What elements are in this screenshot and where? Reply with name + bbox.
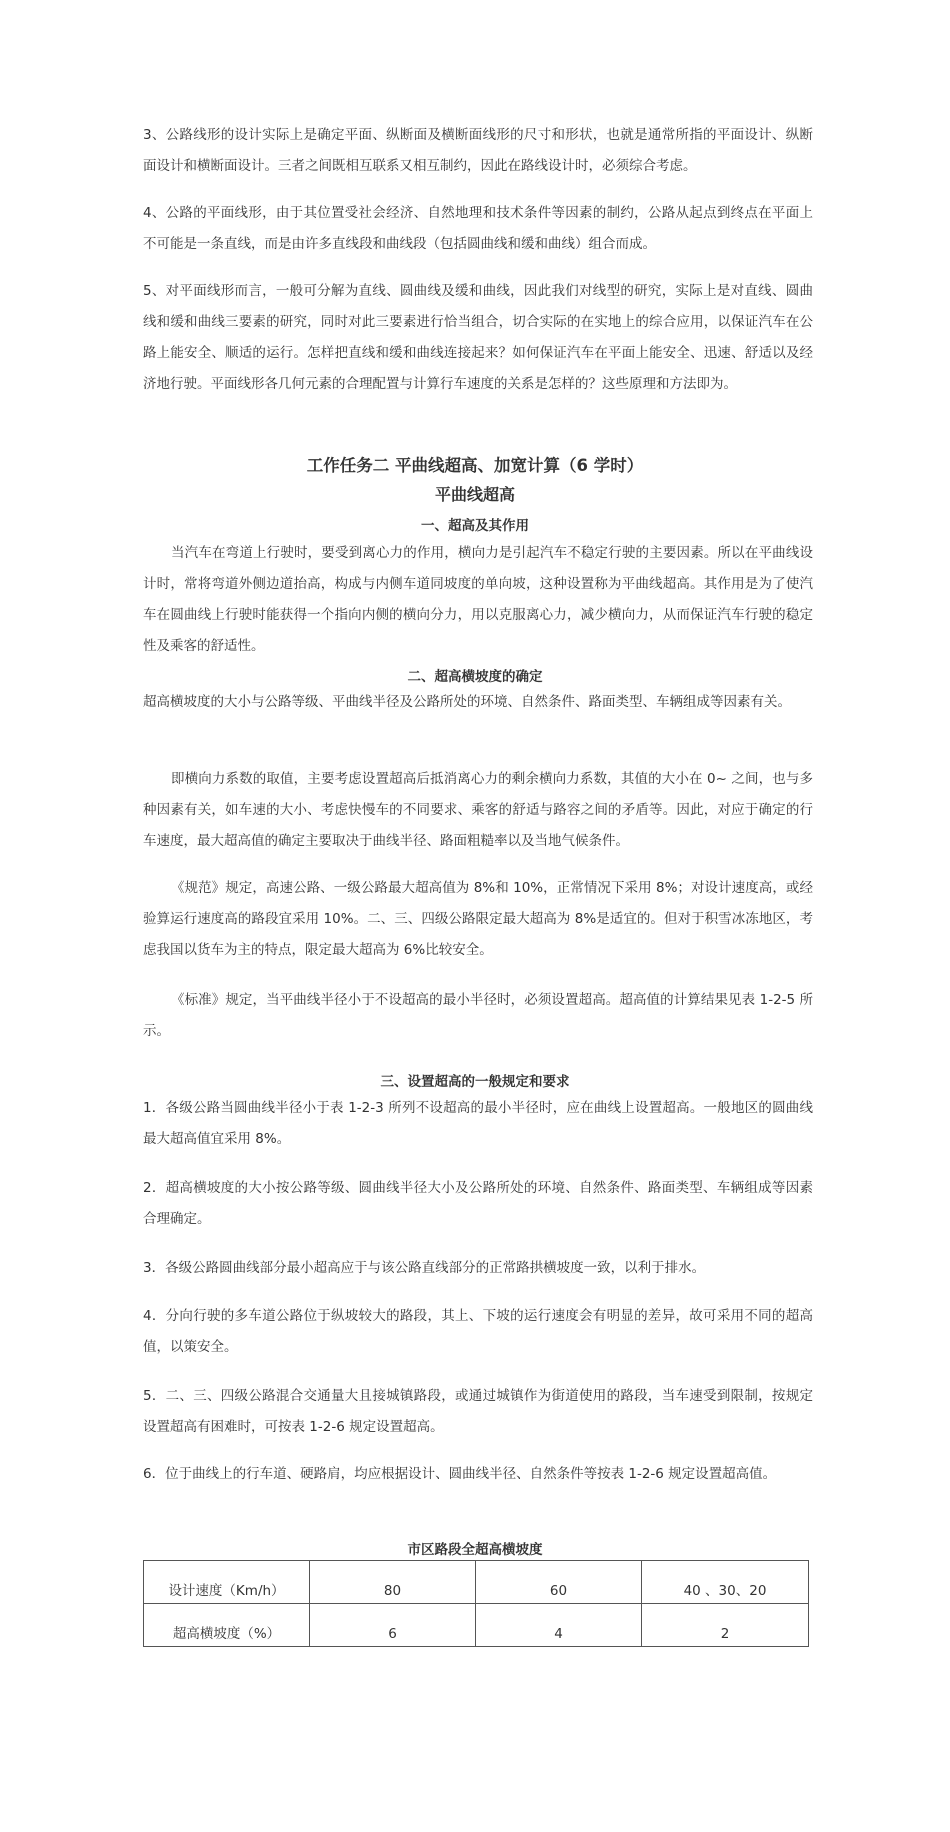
rule-4: 4．分向行驶的多车道公路位于纵坡较大的路段，其上、下坡的运行速度会有明显的差异，故可采用不同的超高值，以策安全。 [143,1308,813,1355]
section-1-title: 一、超高及其作用 [421,518,529,534]
paragraph-3: 3、公路线形的设计实际上是确定平面、纵断面及横断面线形的尺寸和形状，也就是通常所指的平面设计、纵断面设计和横断面设计。三者之间既相互联系又相互制约，因此在路线设计时，必须综合考虑。 [143,127,813,174]
section-2-text-3: 《规范》规定，高速公路、一级公路最大超高值为 8%和 10%，正常情况下采用 8%；对设计速度高，或经验算运行速度高的路段宜采用 10%。二、三、四级公路限定最大超高为 8%是适宜的。但对于积雪冰冻地区，考虑我国以货车为主的特点，限定最大超高为 6%比较安全。 [143,880,813,958]
sub-title: 平曲线超高 [434,485,515,504]
rule-6: 6．位于曲线上的行车道、硬路肩，均应根据设计、圆曲线半径、自然条件等按表 1-2-6 规定设置超高值。 [143,1466,777,1482]
table-cell: 40 、30、20 [642,1561,809,1604]
section-2-text-2: 即横向力系数的取值，主要考虑设置超高后抵消离心力的剩余横向力系数，其值的大小在 0~ 之间，也与多种因素有关，如车速的大小、考虑快慢车的不同要求、乘客的舒适与路容之间的矛盾等。因此，对应于确定的行车速度，最大超高值的确定主要取决于曲线半径、路面粗糙率以及当地气候条件。 [143,771,813,849]
task-title: 工作任务二 平曲线超高、加宽计算（6 学时） [306,456,644,475]
table-row [144,1561,809,1604]
table-row [144,1604,809,1647]
section-1-text: 当汽车在弯道上行驶时，要受到离心力的作用，横向力是引起汽车不稳定行驶的主要因素。所以在平曲线设计时，常将弯道外侧边道抬高，构成与内侧车道同坡度的单向坡，这种设置称为平曲线超高。其作用是为了使汽车在圆曲线上行驶时能获得一个指向内侧的横向分力，用以克服离心力，减少横向力，从而保证汽车行驶的稳定性及乘客的舒适性。 [143,545,813,654]
rule-1: 1．各级公路当圆曲线半径小于表 1-2-3 所列不设超高的最小半径时，应在曲线上设置超高。一般地区的圆曲线最大超高值宜采用 8%。 [143,1100,813,1147]
rule-2: 2．超高横坡度的大小按公路等级、圆曲线半径大小及公路所处的环境、自然条件、路面类型、车辆组成等因素合理确定。 [143,1180,813,1227]
table-cell: 80 [310,1561,476,1604]
table-cell: 2 [642,1604,809,1647]
superelevation-table [143,1560,809,1647]
section-2-text-4: 《标准》规定，当平曲线半径小于不设超高的最小半径时，必须设置超高。超高值的计算结果见表 1-2-5 所示。 [143,992,813,1039]
paragraph-5: 5、对平面线形而言，一般可分解为直线、圆曲线及缓和曲线，因此我们对线型的研究，实际上是对直线、圆曲线和缓和曲线三要素的研究，同时对此三要素进行恰当组合，切合实际的在实地上的综合应用，以保证汽车在公路上能安全、顺适的运行。怎样把直线和缓和曲线连接起来？如何保证汽车在平面上能安全、迅速、舒适以及经济地行驶。平面线形各几何元素的合理配置与计算行车速度的关系是怎样的？这些原理和方法即为。 [143,283,813,392]
table-cell: 设计速度（Km/h） [144,1561,310,1604]
rule-3: 3．各级公路圆曲线部分最小超高应于与该公路直线部分的正常路拱横坡度一致，以利于排水。 [143,1260,706,1276]
table-cell: 超高横坡度（%） [144,1604,310,1647]
superelevation-table-block [143,1541,807,1647]
table-title: 市区路段全超高横坡度 [407,1542,543,1558]
paragraph-4: 4、公路的平面线形，由于其位置受社会经济、自然地理和技术条件等因素的制约，公路从起点到终点在平面上不可能是一条直线，而是由许多直线段和曲线段（包括圆曲线和缓和曲线）组合而成。 [143,205,813,252]
section-2-title: 二、超高横坡度的确定 [407,669,543,685]
section-2-text-1: 超高横坡度的大小与公路等级、平曲线半径及公路所处的环境、自然条件、路面类型、车辆组成等因素有关。 [143,694,791,710]
rule-5: 5．二、三、四级公路混合交通量大且接城镇路段，或通过城镇作为街道使用的路段，当车速受到限制，按规定设置超高有困难时，可按表 1-2-6 规定设置超高。 [143,1388,813,1435]
table-cell: 60 [476,1561,642,1604]
table-cell: 6 [310,1604,476,1647]
table-cell: 4 [476,1604,642,1647]
section-3-title: 三、设置超高的一般规定和要求 [380,1074,570,1090]
